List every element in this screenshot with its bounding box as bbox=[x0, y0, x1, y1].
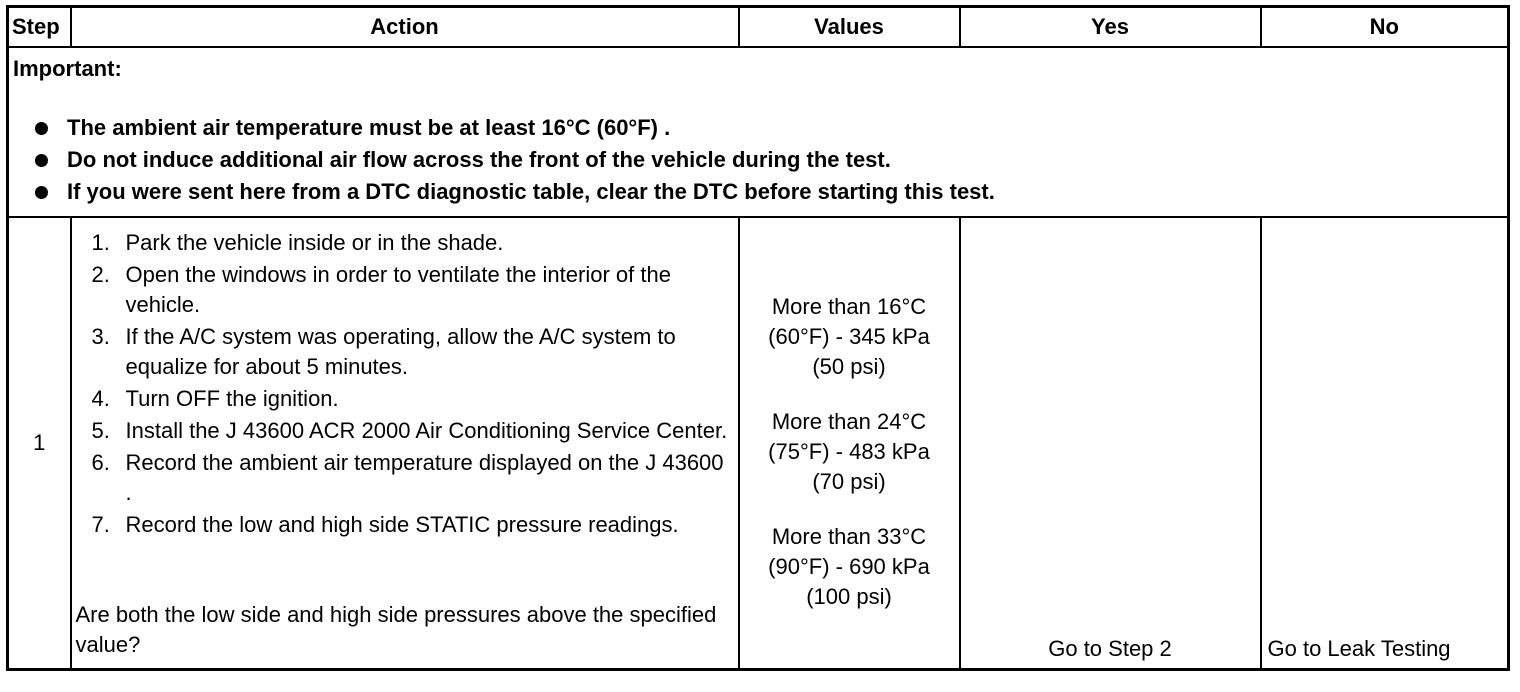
value-line: (70 psi) bbox=[812, 469, 886, 494]
action-step-number: 7. bbox=[91, 512, 110, 537]
action-step-text: If the A/C system was operating, allow the A/C system to equalize for about 5 minutes. bbox=[125, 324, 676, 379]
action-step-text: Park the vehicle inside or in the shade. bbox=[125, 230, 504, 255]
no-cell bbox=[1261, 217, 1509, 669]
action-step-number: 6. bbox=[91, 450, 110, 475]
action-step-number: 3. bbox=[91, 324, 110, 349]
header-row bbox=[8, 7, 1509, 48]
bullet-icon bbox=[35, 186, 48, 199]
values-cell bbox=[739, 217, 960, 669]
value-line: (75°F) - 483 kPa bbox=[768, 439, 930, 464]
table-row bbox=[8, 217, 1509, 669]
header-step: Step bbox=[8, 7, 71, 48]
value-spec bbox=[740, 407, 959, 497]
action-step bbox=[76, 322, 732, 382]
value-spec bbox=[740, 522, 959, 612]
important-note bbox=[31, 144, 1501, 176]
no-link[interactable]: Go to Leak Testing bbox=[1267, 635, 1451, 661]
value-line: (60°F) - 345 kPa bbox=[768, 324, 930, 349]
header-no: No bbox=[1261, 7, 1509, 48]
bullet-icon bbox=[35, 122, 48, 135]
action-step bbox=[76, 260, 732, 320]
important-title: Important: bbox=[13, 56, 122, 81]
action-step-number: 4. bbox=[91, 386, 110, 411]
action-step-text: Record the low and high side STATIC pressure readings. bbox=[125, 512, 679, 537]
header-action: Action bbox=[71, 7, 739, 48]
bullet-icon bbox=[35, 154, 48, 167]
action-step-number: 1. bbox=[91, 230, 110, 255]
value-line: More than 16°C bbox=[771, 294, 927, 319]
yes-link[interactable]: Go to Step 2 bbox=[1048, 635, 1172, 661]
important-notice bbox=[8, 47, 1509, 217]
value-spec bbox=[740, 292, 959, 382]
yes-cell bbox=[960, 217, 1261, 669]
action-steps-list bbox=[76, 228, 732, 540]
important-note-text: Do not induce additional air flow across the front of the vehicle during the test. bbox=[67, 147, 891, 172]
important-note-text: If you were sent here from a DTC diagnostic table, clear the DTC before starting this test. bbox=[67, 179, 995, 204]
action-cell bbox=[71, 217, 739, 669]
diagnostic-table bbox=[6, 5, 1510, 671]
value-line: (100 psi) bbox=[806, 584, 892, 609]
important-note bbox=[31, 176, 1501, 208]
action-step bbox=[76, 384, 732, 414]
header-yes: Yes bbox=[960, 7, 1261, 48]
action-question: Are both the low side and high side pressures above the specified value? bbox=[75, 601, 717, 657]
important-note-text: The ambient air temperature must be at least 16°C (60°F) . bbox=[67, 115, 671, 140]
value-line: More than 24°C bbox=[771, 409, 927, 434]
value-line: (50 psi) bbox=[812, 354, 886, 379]
action-step-text: Install the J 43600 ACR 2000 Air Conditioning Service Center. bbox=[125, 418, 728, 443]
action-step bbox=[76, 228, 732, 258]
action-step bbox=[76, 448, 732, 508]
action-step-text: Record the ambient air temperature displayed on the J 43600 . bbox=[125, 450, 724, 505]
value-line: More than 33°C bbox=[771, 524, 927, 549]
action-step-text: Turn OFF the ignition. bbox=[125, 386, 339, 411]
important-note bbox=[31, 112, 1501, 144]
action-step-number: 2. bbox=[91, 262, 110, 287]
header-values: Values bbox=[739, 7, 960, 48]
important-row bbox=[8, 47, 1509, 217]
action-step bbox=[76, 510, 732, 540]
important-notes-list bbox=[13, 112, 1501, 208]
action-step bbox=[76, 416, 732, 446]
value-line: (90°F) - 690 kPa bbox=[768, 554, 930, 579]
action-step-text: Open the windows in order to ventilate the interior of the vehicle. bbox=[125, 262, 671, 317]
action-step-number: 5. bbox=[91, 418, 110, 443]
step-number: 1 bbox=[8, 217, 71, 669]
